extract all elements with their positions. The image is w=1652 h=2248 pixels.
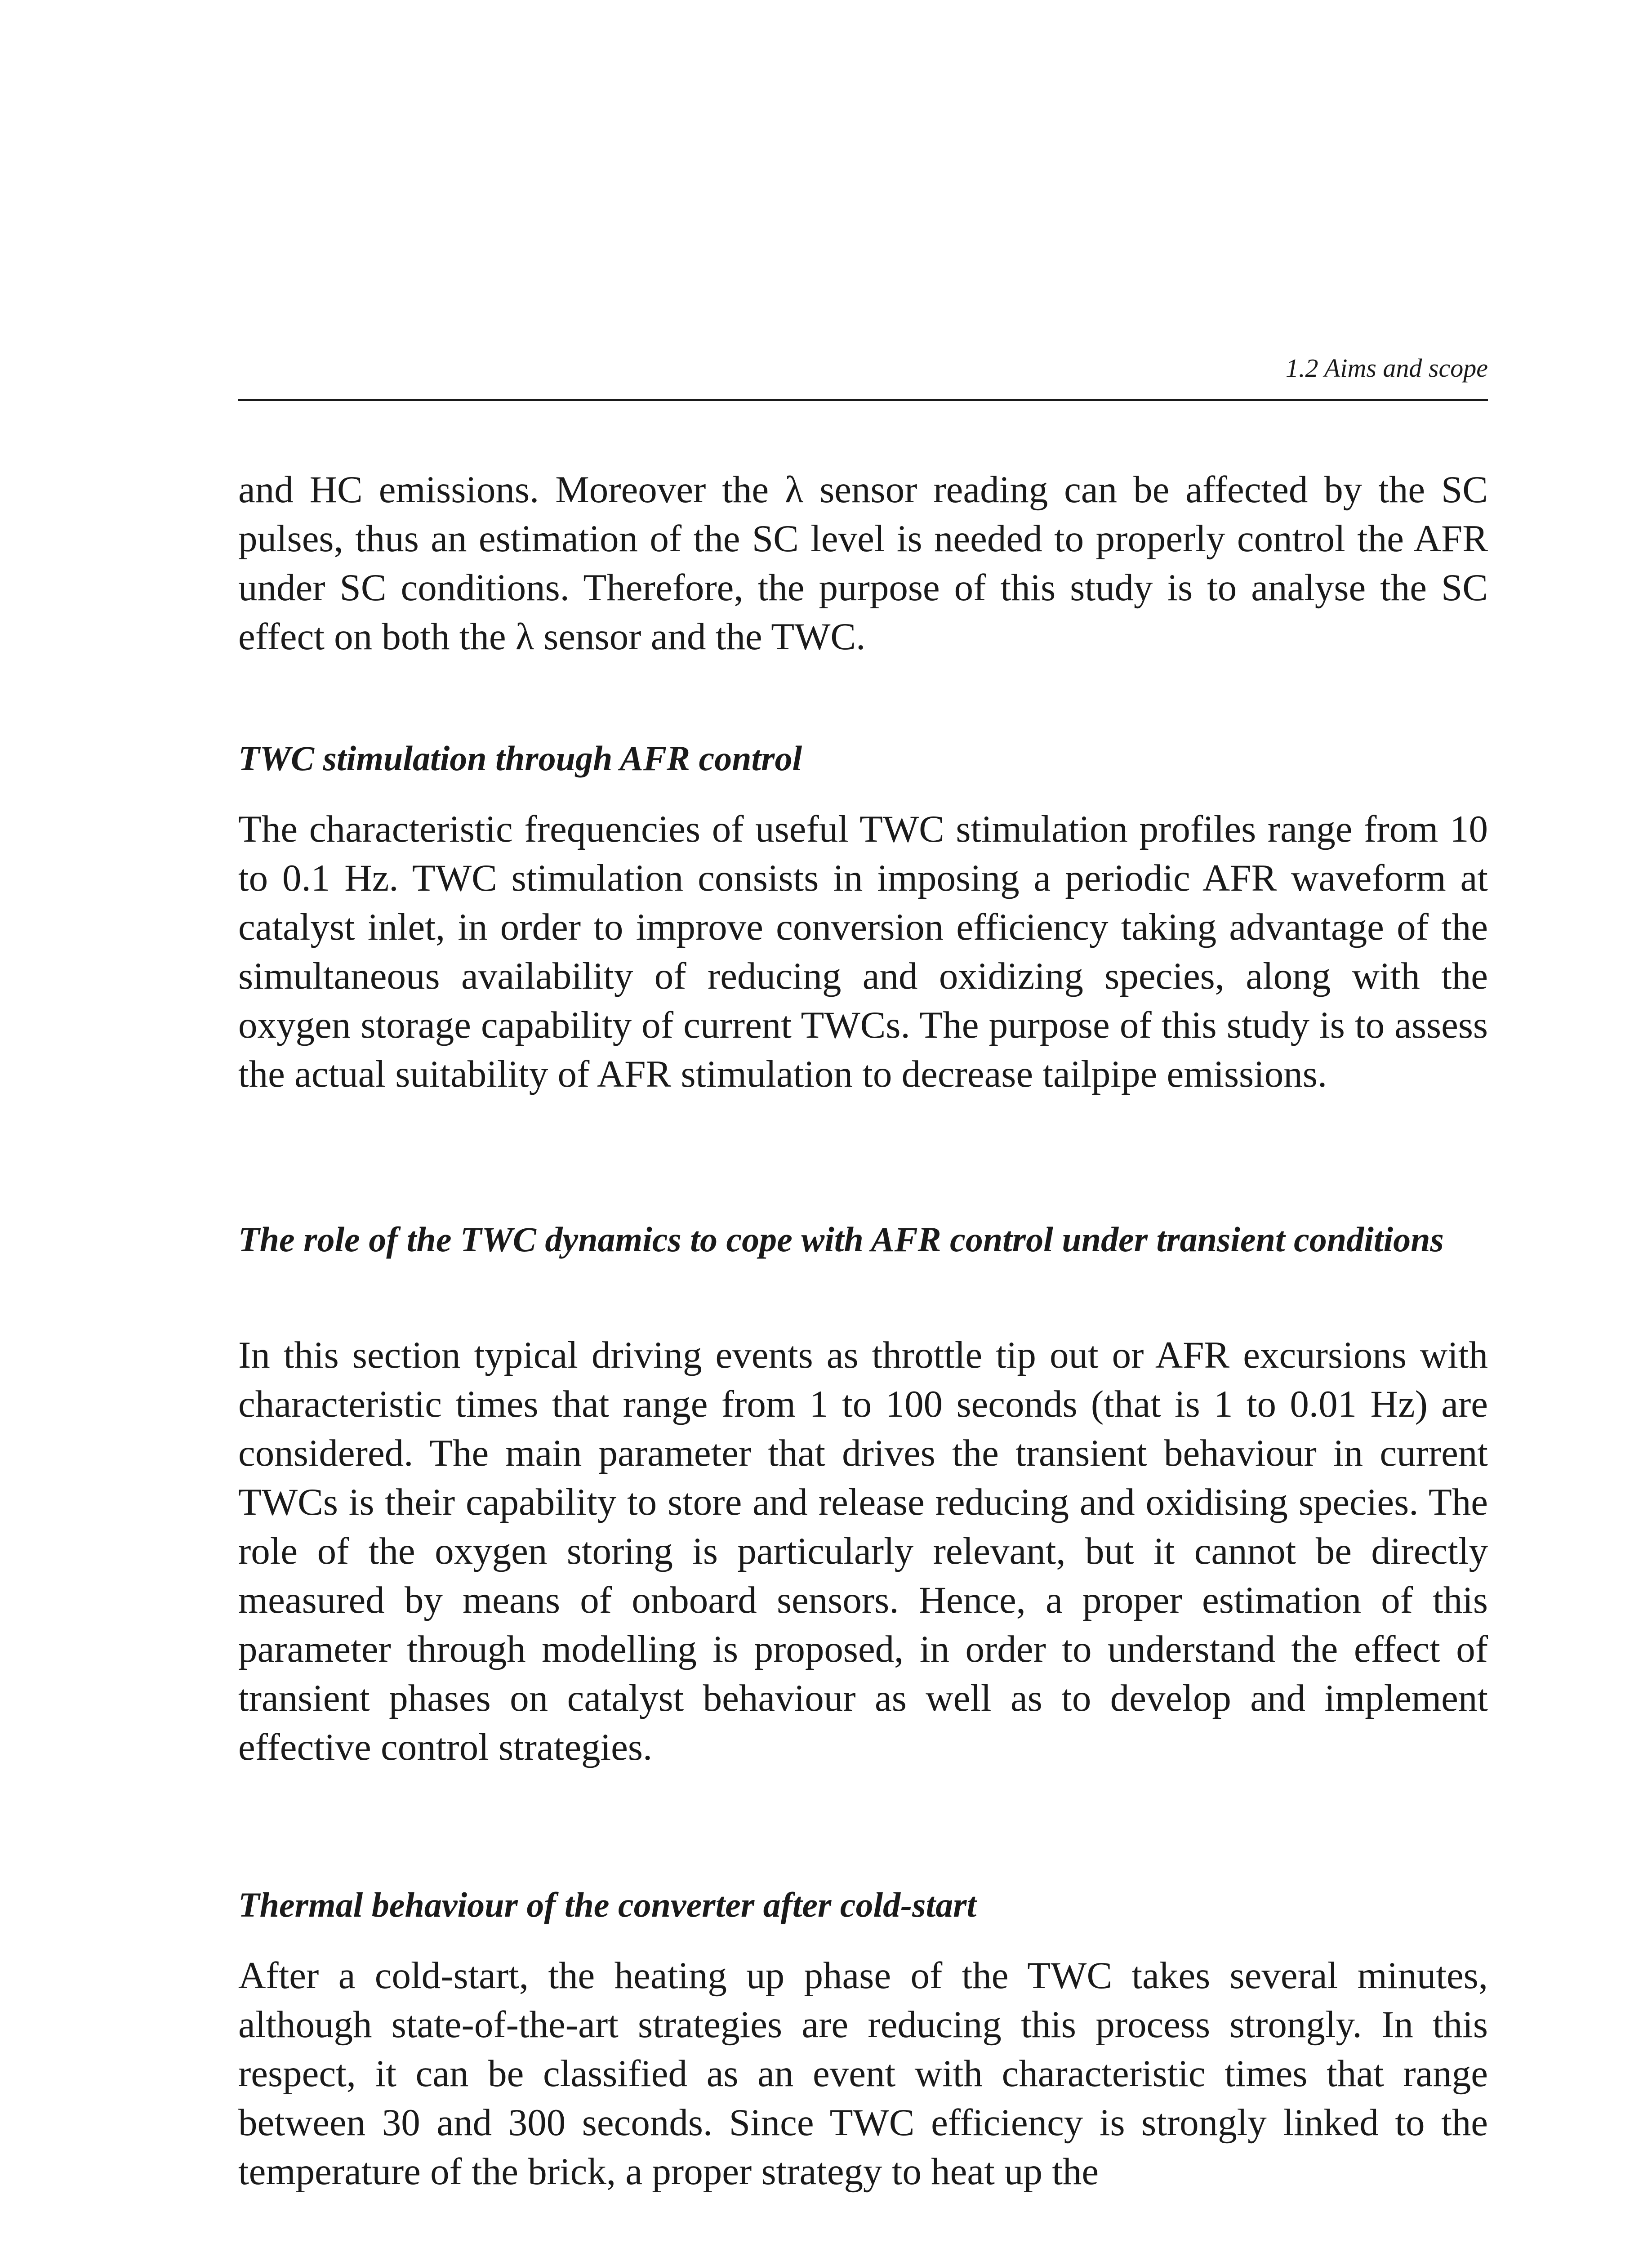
section-title-thermal: Thermal behaviour of the converter after cold-start [238,1885,977,1924]
paragraph-dynamics: In this section typical driving events as throttle tip out or AFR excursions with characteristic times that range from 1 to 100 seconds (that is 1 to 0.01 Hz) are considered. The main parameter that drives the transient behaviour in current TWCs is their capability to store and release reducing and oxidising species. The role of the oxygen storing is particularly relevant, but it cannot be directly measured by means of onboard sensors. Hence, a proper estimation of this parameter through modelling is proposed, in order to understand the effect of transient phases on catalyst behaviour as well as to develop and implement effective control strategies. [238,1334,1488,1768]
paragraph-stimulation: The characteristic frequencies of useful TWC stimulation profiles range from 10 to 0.1 Hz. TWC stimulation consists in imposing a periodic AFR waveform at catalyst inlet, in order to improve conversion efficiency taking advantage of the simultaneous availability of reducing and oxidizing species, along with the oxygen storage capability of current TWCs. The purpose of this study is to assess the actual suitability of AFR stimulation to decrease tailpipe emissions. [238,808,1488,1095]
header-rule [238,399,1488,401]
section-title-stimulation: TWC stimulation through AFR control [238,739,802,778]
section-title-dynamics: The role of the TWC dynamics to cope with AFR control under transient conditions [238,1220,1444,1259]
document-page [238,0,1488,2248]
paragraph-thermal: After a cold-start, the heating up phase of the TWC takes several minutes, although state-of-the-art strategies are reducing this process strongly. In this respect, it can be classified as an event with characteristic times that range between 30 and 300 seconds. Since TWC efficiency is strongly linked to the temperature of the brick, a proper strategy to heat up the [238,1954,1488,2193]
paragraph-intro: and HC emissions. Moreover the λ sensor reading can be affected by the SC pulses, thus an estimation of the SC level is needed to properly control the AFR under SC conditions. Therefore, the purpose of this study is to analyse the SC effect on both the λ sensor and the TWC. [238,468,1488,658]
running-head: 1.2 Aims and scope [1285,353,1488,383]
